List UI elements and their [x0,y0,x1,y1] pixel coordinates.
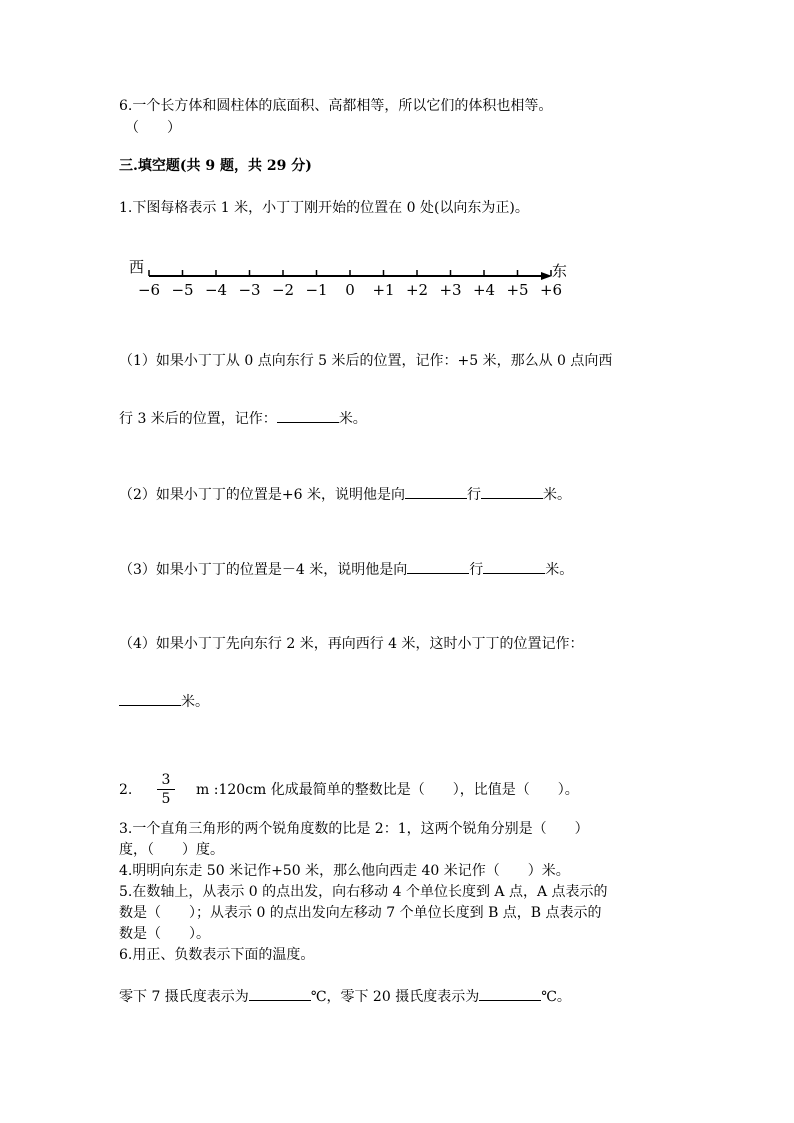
question-2-number: 2. [119,782,133,798]
q1-part2-text2: 行 [467,487,481,503]
answer-blank[interactable] [479,986,541,1001]
q1-part1-unit: 米。 [338,411,367,427]
tick-label: +5 [506,281,529,299]
answer-blank[interactable] [119,691,181,706]
west-label: 西 [129,258,145,276]
tick-label: −5 [171,281,194,299]
q6-text-b: ℃，零下 20 摄氏度表示为 [310,989,480,1005]
east-label: 东 [552,262,568,280]
tick-label: −4 [204,281,228,299]
q1-part1-text: 行 3 米后的位置，记作： [119,411,277,427]
answer-blank[interactable] [277,408,339,423]
question-6-answer [119,986,571,1006]
section-title: 三.填空题(共 9 题，共 29 分) [119,158,312,174]
q1-part4-line1: （4）如果小丁丁先向东行 2 米，再向西行 4 米，这时小丁丁的位置记作： [119,636,584,652]
answer-blank[interactable] [407,559,469,574]
number-line [125,256,575,301]
tick-label: −6 [137,281,161,299]
question-2-text: m :120cm 化成最简单的整数比是（ ），比值是（ ）。 [196,782,579,798]
question-5-line1: 5.在数轴上，从表示 0 的点出发，向右移动 4 个单位长度到 A 点，A 点表示的 [119,884,608,900]
question-5-line3: 数是（ ）。 [119,926,210,942]
q6-text-c: ℃。 [541,989,571,1005]
tick-label: −2 [271,281,295,299]
q1-part2-unit: 米。 [543,487,571,503]
tick-label: +2 [405,281,429,299]
question-1-intro: 1.下图每格表示 1 米，小丁丁刚开始的位置在 0 处(以向东为正)。 [119,200,529,216]
question-4: 4.明明向东走 50 米记作+50 米，那么他向西走 40 米记作（ ）米。 [119,863,570,879]
q1-part3-text: （3）如果小丁丁的位置是－4 米，说明他是向 [119,562,408,578]
answer-blank[interactable] [481,484,543,499]
q1-part3 [119,559,573,579]
answer-blank[interactable] [483,559,545,574]
tick-label: +6 [539,281,563,299]
answer-paren[interactable]: （ ） [125,120,181,136]
answer-blank[interactable] [249,986,311,1001]
question-5-line2: 数是（ ）；从表示 0 的点出发向左移动 7 个单位长度到 B 点，B 点表示的 [119,905,602,921]
question-6: 6.用正、负数表示下面的温度。 [119,947,315,963]
q6-text-a: 零下 7 摄氏度表示为 [119,989,249,1005]
tick-label: +3 [439,281,462,299]
q1-part4-line2 [119,691,209,711]
tick-label: −3 [238,281,261,299]
q1-part2-text: （2）如果小丁丁的位置是+6 米，说明他是向 [119,487,405,503]
answer-blank[interactable] [405,484,467,499]
tick-label: +4 [472,281,496,299]
q1-part2 [119,484,571,504]
q1-part1-line1: （1）如果小丁丁从 0 点向东行 5 米后的位置，记作：+5 米，那么从 0 点向西 [119,353,613,369]
tick-label: +1 [372,281,395,299]
q1-part4-unit: 米。 [181,694,209,710]
tick-label: 0 [345,281,355,299]
fraction [157,772,175,807]
q1-part1-line2 [119,408,367,428]
fraction-numerator: 3 [157,772,175,790]
fraction-denominator: 5 [161,791,171,807]
judge-question-6: 6.一个长方体和圆柱体的底面积、高都相等，所以它们的体积也相等。 [119,98,553,114]
question-3-line2: 度，（ ）度。 [119,842,224,858]
q1-part3-text2: 行 [469,562,484,578]
tick-label: −1 [305,281,328,299]
question-3-line1: 3.一个直角三角形的两个锐角度数的比是 2：1，这两个锐角分别是（ ） [119,821,589,837]
q1-part3-unit: 米。 [545,562,574,578]
